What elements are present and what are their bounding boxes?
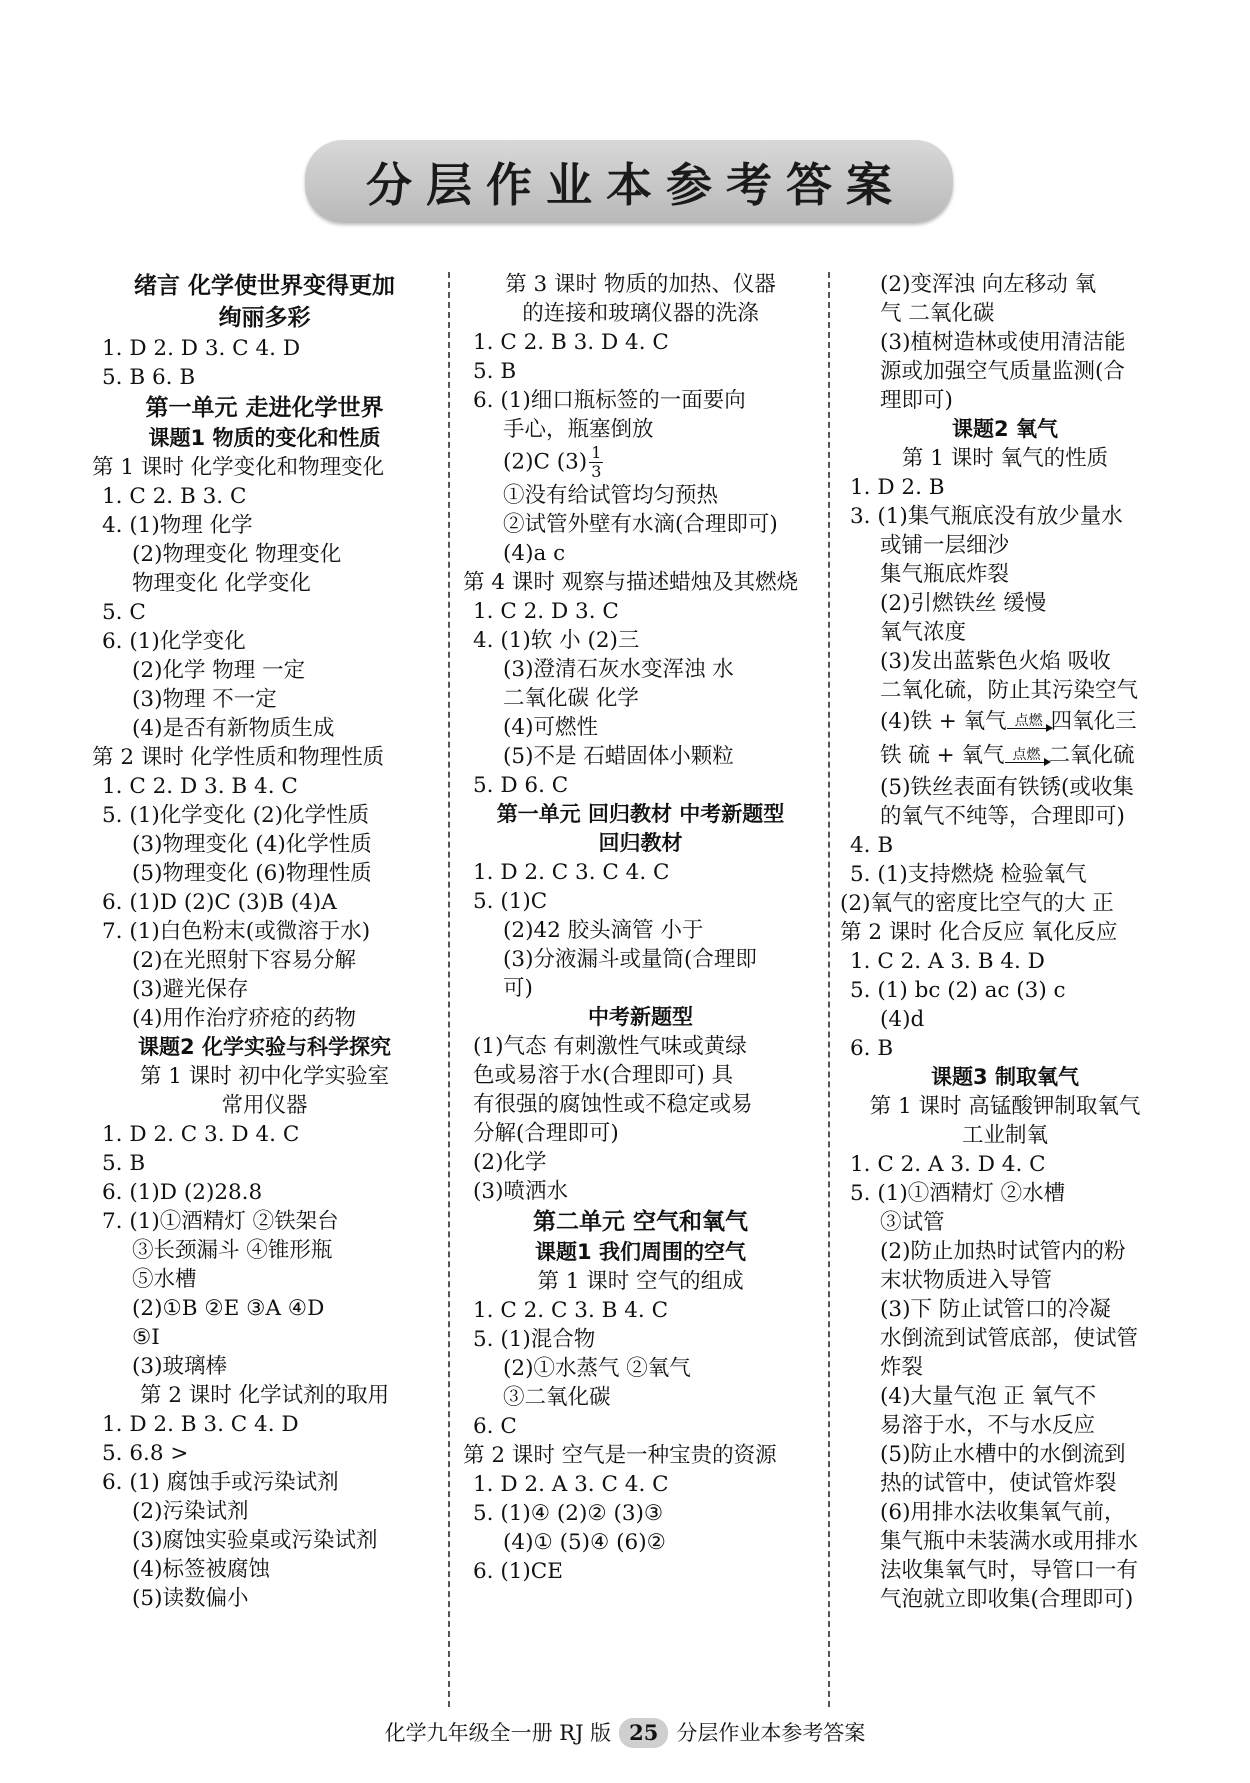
section-heading: 绚丽多彩 (218, 305, 311, 331)
answer-line: (4)用作治疗疥疮的药物 (132, 1006, 356, 1031)
answer-line: 5. B 6. B (102, 365, 196, 390)
answer-line: (4)标签被腐蚀 (132, 1557, 270, 1582)
answer-line: 5. (1)化学变化 (2)化学性质 (102, 803, 370, 828)
answer-line: 集气瓶中未装满水或用排水 (880, 1529, 1139, 1554)
answer-line: 二氧化碳 化学 (503, 686, 639, 711)
answer-line: 可) (503, 976, 533, 1001)
answer-line: 分解(合理即可) (473, 1121, 619, 1146)
answer-line: 1. C 2. A 3. D 4. C (850, 1152, 1046, 1177)
answer-line: 5. 6.8 > (102, 1441, 189, 1466)
answer-line: 4. (1)物理 化学 (102, 513, 253, 538)
answer-line: 5. (1) bc (2) ac (3) c (850, 978, 1066, 1003)
answer-line: 第 2 课时 化学性质和物理性质 (92, 745, 385, 770)
answer-line: 色或易溶于水(合理即可) 具 (473, 1063, 734, 1088)
answer-line: 1. D 2. B 3. C 4. D (102, 1412, 299, 1437)
answer-line: (3)物理 不一定 (132, 687, 277, 712)
section-heading: 第 1 课时 氧气的性质 (901, 446, 1109, 471)
answer-line: ③试管 (880, 1210, 945, 1235)
answer-line: 集气瓶底炸裂 (880, 562, 1010, 587)
answer-line: (2)①水蒸气 ②氧气 (503, 1356, 691, 1381)
answer-line: 1. D 2. B (850, 475, 945, 500)
answer-line: (3)腐蚀实验桌或污染试剂 (132, 1528, 378, 1553)
answer-line: (2)在光照射下容易分解 (132, 948, 356, 973)
answer-line: 末状物质进入导管 (880, 1268, 1053, 1293)
answer-line: (2)污染试剂 (132, 1499, 249, 1524)
answer-line: (4)大量气泡 正 氧气不 (880, 1384, 1097, 1409)
answer-line: 1. C 2. B 3. C (102, 484, 247, 509)
answer-line: 热的试管中，使试管炸裂 (880, 1471, 1117, 1496)
answer-line: (4)a c (503, 541, 566, 566)
section-heading: 课题1 物质的变化和性质 (148, 426, 381, 450)
answer-line: 气泡就立即收集(合理即可) (880, 1587, 1134, 1612)
answer-line: (4)① (5)④ (6)② (503, 1530, 666, 1555)
footer-section-title: 分层作业本参考答案 (676, 1721, 866, 1745)
answer-line: 5. B (473, 359, 517, 384)
answer-line: 5. B (102, 1151, 146, 1176)
answer-line: 6. B (850, 1036, 894, 1061)
answer-line: 7. (1)白色粉末(或微溶于水) (102, 919, 371, 944)
answer-line: (5)铁丝表面有铁锈(或收集 (880, 775, 1134, 800)
answer-line: 第 2 课时 化合反应 氧化反应 (840, 920, 1118, 945)
section-heading: 第 3 课时 物质的加热、仪器 (505, 272, 776, 297)
section-heading: 回归教材 (598, 831, 683, 855)
answer-line: (1)气态 有刺激性气味或黄绿 (473, 1034, 747, 1059)
page-number: 25 (619, 1718, 668, 1748)
answer-line: 物理变化 化学变化 (132, 571, 311, 596)
answer-line: 5. (1)C (473, 889, 548, 914)
section-heading: 第一单元 回归教材 中考新题型 (496, 802, 785, 826)
answer-line: 6. (1)D (2)28.8 (102, 1180, 263, 1205)
answer-line: 第 4 课时 观察与描述蜡烛及其燃烧 (463, 570, 799, 595)
answer-line: 1. D 2. C 3. C 4. C (473, 860, 670, 885)
answer-line: (3)植树造林或使用清洁能 (880, 330, 1126, 355)
footer-book-title: 化学九年级全一册 RJ 版 (384, 1721, 612, 1745)
column-divider (448, 272, 450, 1707)
answer-line: (2)氧气的密度比空气的大 正 (840, 891, 1114, 916)
answer-line: (3)玻璃棒 (132, 1354, 227, 1379)
answer-line: (3)发出蓝紫色火焰 吸收 (880, 649, 1111, 674)
answer-line: 第 2 课时 空气是一种宝贵的资源 (463, 1443, 777, 1468)
answer-line: (2)物理变化 物理变化 (132, 542, 342, 567)
answer-line: 有很强的腐蚀性或不稳定或易 (473, 1092, 753, 1117)
answer-line: (4)是否有新物质生成 (132, 716, 335, 741)
section-heading: 工业制氧 (961, 1123, 1048, 1148)
section-heading: 课题2 氧气 (952, 417, 1058, 441)
answer-line: 氧气浓度 (880, 620, 967, 645)
answer-line: ③长颈漏斗 ④锥形瓶 (132, 1238, 333, 1263)
answer-line: (3)物理变化 (4)化学性质 (132, 832, 372, 857)
answer-line: (3)分液漏斗或量筒(合理即 (503, 947, 757, 972)
answer-line: (6)用排水法收集氧气前， (880, 1500, 1126, 1525)
answer-line: 气 二氧化碳 (880, 301, 995, 326)
answer-line: (5)不是 石蜡固体小颗粒 (503, 744, 734, 769)
answer-line: 3. (1)集气瓶底没有放少量水 (850, 504, 1123, 529)
section-heading: 第 1 课时 高锰酸钾制取氧气 (869, 1094, 1141, 1119)
answer-line: 4. (1)软 小 (2)三 (473, 628, 640, 653)
answer-line-fraction: (2)C (3) $\frac{1}{3}$ (503, 443, 602, 481)
answer-line: ⑤I (132, 1325, 160, 1350)
answer-line: 或铺一层细沙 (880, 533, 1010, 558)
column-divider (828, 272, 830, 1707)
answer-line: 源或加强空气质量监测(合 (880, 359, 1125, 384)
reaction-arrow: 点燃 (1007, 714, 1051, 739)
section-heading: 课题3 制取氧气 (931, 1065, 1079, 1089)
answer-line: ③二氧化碳 (503, 1385, 611, 1410)
answer-line: (4)可燃性 (503, 715, 598, 740)
answer-line: 1. C 2. B 3. D 4. C (473, 330, 669, 355)
answer-line: 6. (1)化学变化 (102, 629, 246, 654)
answer-line: 4. B (850, 833, 894, 858)
answer-line: 1. D 2. A 3. C 4. C (473, 1472, 669, 1497)
answer-line: 1. C 2. D 3. B 4. C (102, 774, 298, 799)
section-heading: 第 2 课时 化学试剂的取用 (139, 1383, 390, 1408)
answer-line: (5)读数偏小 (132, 1586, 249, 1611)
answer-line: (3)避光保存 (132, 977, 249, 1002)
page-title: 分层作业本参考答案 (366, 157, 906, 212)
page-footer (0, 1718, 1250, 1748)
reaction-arrow: 点燃 (1005, 748, 1049, 773)
answer-line: 易溶于水，不与水反应 (880, 1413, 1096, 1438)
answer-line: 二氧化硫，防止其污染空气 (880, 678, 1139, 703)
answer-line: 7. (1)①酒精灯 ②铁架台 (102, 1209, 339, 1234)
answer-line: 5. (1)④ (2)② (3)③ (473, 1501, 664, 1526)
fraction: $\frac{1}{3}$ (591, 443, 602, 481)
answer-column-1 (92, 270, 437, 1613)
answer-line: (4)d (880, 1007, 925, 1032)
answer-line: 1. D 2. C 3. D 4. C (102, 1122, 300, 1147)
answer-line: (2)化学 物理 一定 (132, 658, 306, 683)
answer-line: 6. (1) 腐蚀手或污染试剂 (102, 1470, 339, 1495)
section-heading: 课题1 我们周围的空气 (535, 1240, 746, 1264)
answer-line: 5. D 6. C (473, 773, 569, 798)
section-heading: 第一单元 走进化学世界 (145, 395, 384, 421)
section-heading: 常用仪器 (221, 1093, 308, 1118)
answer-line: ⑤水槽 (132, 1267, 197, 1292)
answer-line: (5)物理变化 (6)物理性质 (132, 861, 372, 886)
answer-line: 水倒流到试管底部，使试管 (880, 1326, 1139, 1351)
answer-line: (2)变浑浊 向左移动 氧 (880, 272, 1097, 297)
answer-line: 1. D 2. D 3. C 4. D (102, 336, 301, 361)
section-heading: 第 1 课时 初中化学实验室 (139, 1064, 390, 1089)
answer-line: 5. C (102, 600, 146, 625)
answer-line: 6. (1)CE (473, 1559, 563, 1584)
answer-line: 1. C 2. A 3. B 4. D (850, 949, 1045, 974)
answer-line: 5. (1)混合物 (473, 1327, 596, 1352)
answer-line: (2)引燃铁丝 缓慢 (880, 591, 1047, 616)
section-heading: 绪言 化学使世界变得更加 (133, 273, 395, 299)
answer-line: 1. C 2. D 3. C (473, 599, 619, 624)
answer-line: 的氧气不纯等，合理即可) (880, 804, 1125, 829)
answer-line: (3)喷洒水 (473, 1179, 568, 1204)
answer-line: 5. (1)①酒精灯 ②水槽 (850, 1181, 1066, 1206)
answer-line: ②试管外壁有水滴(合理即可) (503, 512, 778, 537)
answer-line: 5. (1)支持燃烧 检验氧气 (850, 862, 1087, 887)
answer-column-2 (463, 270, 818, 1586)
answer-line: 理即可) (880, 388, 953, 413)
answer-line: (3)澄清石灰水变浑浊 水 (503, 657, 734, 682)
section-heading: 的连接和玻璃仪器的洗涤 (522, 301, 759, 326)
answer-line: 第 1 课时 化学变化和物理变化 (92, 455, 385, 480)
answer-line: (2)化学 (473, 1150, 547, 1175)
section-heading: 课题2 化学实验与科学探究 (138, 1035, 391, 1059)
answer-line: (5)防止水槽中的水倒流到 (880, 1442, 1126, 1467)
equation-line: 铁 硫 + 氧气 点燃 二氧化硫 (840, 739, 1170, 773)
answer-line: 法收集氧气时，导管口一有 (880, 1558, 1139, 1583)
answer-line: ①没有给试管均匀预热 (503, 483, 719, 508)
answer-line: (2)防止加热时试管内的粉 (880, 1239, 1126, 1264)
section-heading: 第 1 课时 空气的组成 (537, 1269, 744, 1294)
title-banner (305, 140, 953, 223)
answer-line: 6. (1)D (2)C (3)B (4)A (102, 890, 337, 915)
answer-line: (3)下 防止试管口的冷凝 (880, 1297, 1111, 1322)
answer-line: 1. C 2. C 3. B 4. C (473, 1298, 669, 1323)
section-heading: 第二单元 空气和氧气 (532, 1209, 748, 1235)
answer-line: 6. C (473, 1414, 517, 1439)
answer-line: (2)42 胶头滴管 小于 (503, 918, 704, 943)
answer-column-3 (840, 270, 1170, 1614)
answer-line: (2)①B ②E ③A ④D (132, 1296, 325, 1321)
answer-line: 6. (1)细口瓶标签的一面要向 (473, 388, 746, 413)
equation-line: (4)铁 + 氧气 点燃 四氧化三 (840, 705, 1170, 739)
section-heading: 中考新题型 (588, 1005, 693, 1029)
answer-line: 炸裂 (880, 1355, 924, 1380)
answer-line: 手心，瓶塞倒放 (503, 417, 654, 442)
